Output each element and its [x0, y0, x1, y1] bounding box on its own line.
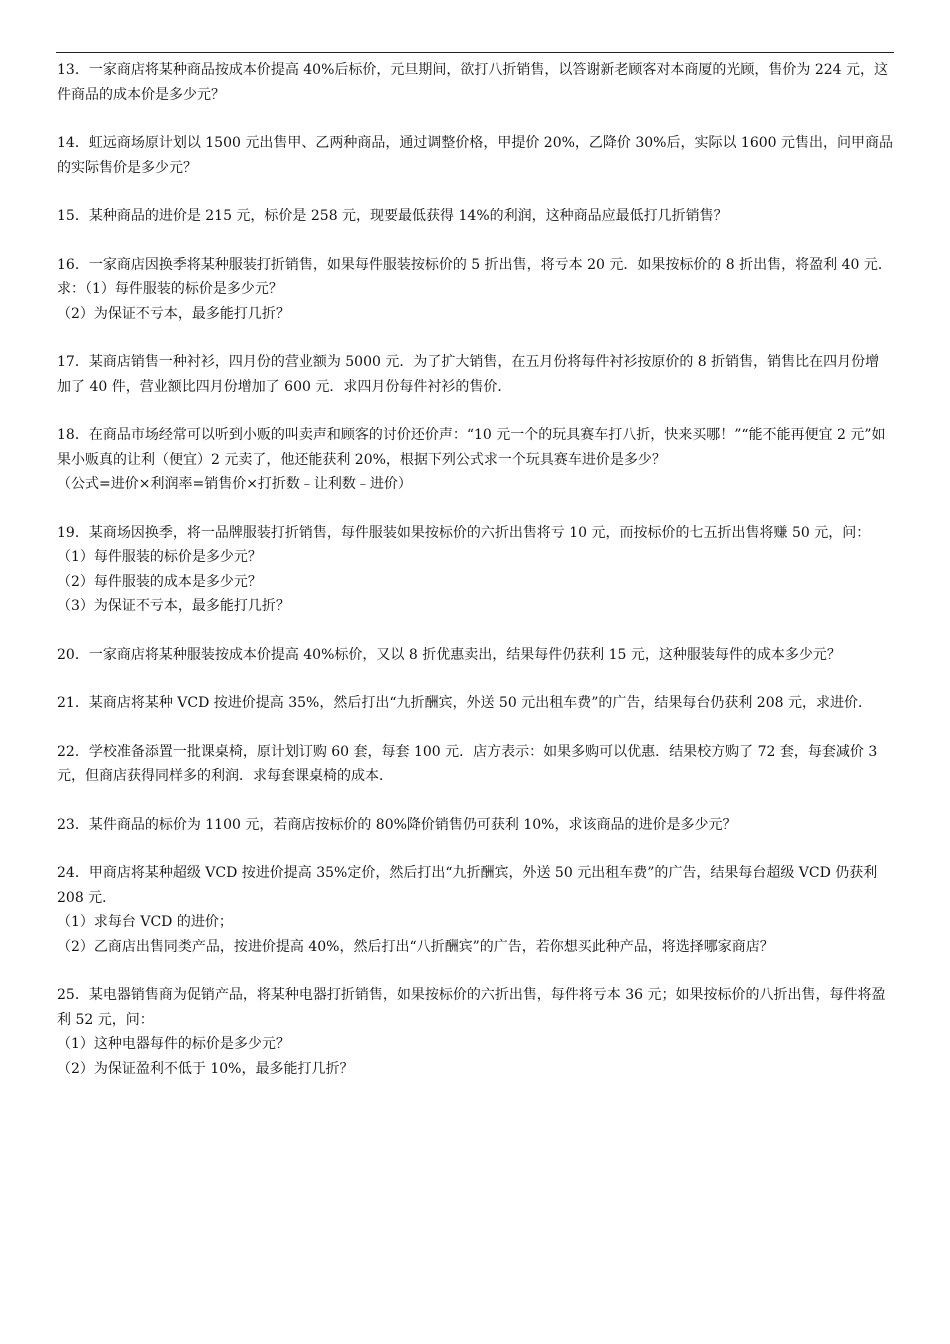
problem-item [57, 643, 893, 668]
problem-item [57, 983, 893, 1081]
problem-text: 18．在商品市场经常可以听到小贩的叫卖声和顾客的讨价还价声：“10 元一个的玩具赛车打八折，快来买哪！”“能不能再便宜 2 元”如果小贩真的让利（便宜）2 元卖了，他还能获利 20%，根据下列公式求一个玩具赛车进价是多少？ [57, 427, 886, 468]
problem-item [57, 253, 893, 327]
problem-text: 15．某种商品的进价是 215 元，标价是 258 元，现要最低获得 14%的利润，这种商品应最低打几折销售？ [57, 208, 728, 224]
problem-list [57, 58, 893, 1105]
problem-item [57, 204, 893, 229]
problem-subquestion: （1）求每台 VCD 的进价； [57, 914, 233, 930]
header-rule [56, 52, 894, 53]
problem-subquestion: （1）每件服装的标价是多少元？ [57, 549, 262, 565]
problem-item [57, 521, 893, 619]
problem-text: 20．一家商店将某种服装按成本价提高 40%标价，又以 8 折优惠卖出，结果每件仍获利 15 元，这种服装每件的成本多少元？ [57, 646, 841, 663]
problem-text: 14．虹远商场原计划以 1500 元出售甲、乙两种商品，通过调整价格，甲提价 20%，乙降价 30%后，实际以 1600 元售出，问甲商品的实际售价是多少元？ [57, 135, 894, 176]
problem-text: 17．某商店销售一种衬衫，四月份的营业额为 5000 元．为了扩大销售，在五月份将每件衬衫按原价的 8 折销售，销售比在四月份增加了 40 件，营业额比四月份增加了 600 元．求四月份每件衬衫的售价． [57, 354, 880, 395]
problem-subquestion: （公式=进价×利润率=销售价×打折数﹣让利数﹣进价） [57, 476, 412, 492]
problem-text: 16．一家商店因换季将某种服装打折销售，如果每件服装按标价的 5 折出售，将亏本 20 元．如果按标价的 8 折出售，将盈利 40 元． [57, 256, 892, 273]
problem-item [57, 691, 893, 716]
problem-text: 21．某商店将某种 VCD 按进价提高 35%，然后打出“九折酬宾，外送 50 元出租车费”的广告，结果每台仍获利 208 元，求进价． [57, 695, 872, 711]
problem-item [57, 58, 893, 107]
problem-subquestion: 求：（1）每件服装的标价是多少元？ [57, 281, 283, 297]
problem-subquestion: （2）乙商店出售同类产品，按进价提高 40%，然后打出“八折酬宾”的广告，若你想买此种产品，将选择哪家商店？ [57, 938, 774, 955]
problem-item [57, 131, 893, 180]
problem-item [57, 423, 893, 497]
problem-subquestion: （1）这种电器每件的标价是多少元？ [57, 1036, 290, 1052]
problem-subquestion: （2）为保证不亏本，最多能打几折？ [57, 305, 290, 322]
problem-text: 24．甲商店将某种超级 VCD 按进价提高 35%定价，然后打出“九折酬宾，外送 50 元出租车费”的广告，结果每台超级 VCD 仍获利 208 元． [57, 865, 878, 906]
problem-item [57, 813, 893, 838]
problem-item [57, 861, 893, 959]
problem-item [57, 350, 893, 399]
problem-text: 22．学校准备添置一批课桌椅，原计划订购 60 套，每套 100 元．店方表示：如果多购可以优惠．结果校方购了 72 套，每套减价 3 元，但商店获得同样多的利润．求每套课桌椅的成本． [57, 743, 878, 784]
problem-text: 13．一家商店将某种商品按成本价提高 40%后标价，元旦期间，欲打八折销售，以答谢新老顾客对本商厦的光顾，售价为 224 元，这件商品的成本价是多少元？ [57, 62, 889, 103]
problem-subquestion: （2）每件服装的成本是多少元？ [57, 573, 262, 590]
problem-subquestion: （3）为保证不亏本，最多能打几折？ [57, 598, 290, 614]
problem-text: 25．某电器销售商为促销产品，将某种电器打折销售，如果按标价的六折出售，每件将亏本 36 元；如果按标价的八折出售，每件将盈利 52 元，问： [57, 987, 886, 1028]
problem-subquestion: （2）为保证盈利不低于 10%，最多能打几折？ [57, 1060, 354, 1077]
problem-text: 19．某商场因换季，将一品牌服装打折销售，每件服装如果按标价的六折出售将亏 10 元，而按标价的七五折出售将赚 50 元，问： [57, 524, 871, 541]
problem-item [57, 740, 893, 789]
problem-text: 23．某件商品的标价为 1100 元，若商店按标价的 80%降价销售仍可获利 10%，求该商品的进价是多少元？ [57, 816, 737, 833]
